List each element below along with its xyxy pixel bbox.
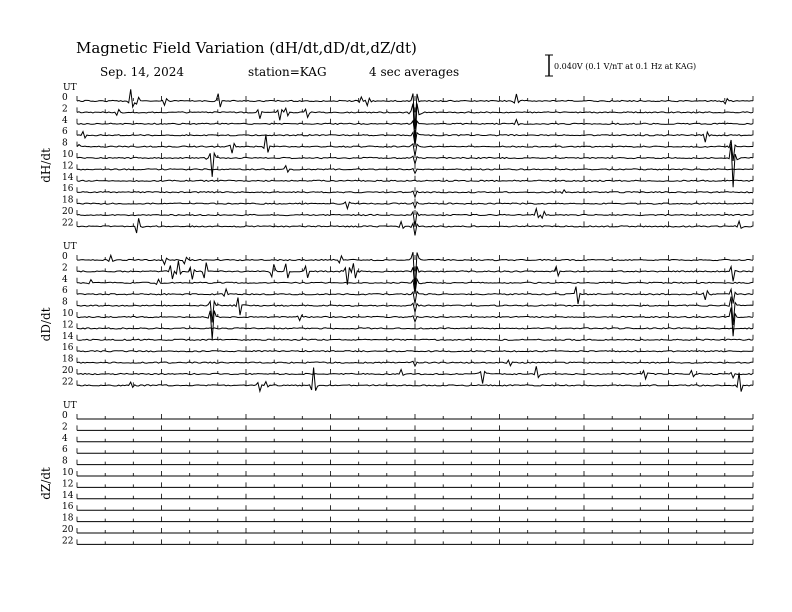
date-label: Sep. 14, 2024 <box>100 65 185 79</box>
hour-label: 18 <box>62 354 74 365</box>
hour-label: 0 <box>62 252 68 262</box>
hour-ticks <box>77 414 753 419</box>
hour-label: 18 <box>62 513 74 524</box>
hour-ticks <box>77 539 753 544</box>
hour-ticks <box>77 494 753 499</box>
hour-ticks <box>77 142 753 147</box>
hour-label: 20 <box>62 525 74 535</box>
panel-dzdt <box>39 401 753 546</box>
hour-label: 4 <box>62 433 68 444</box>
hour-ticks <box>77 482 753 487</box>
hour-label: 16 <box>62 184 74 195</box>
hour-ticks <box>77 460 753 465</box>
hour-label: 12 <box>62 479 74 490</box>
hour-ticks <box>77 517 753 522</box>
hour-ticks <box>77 255 753 260</box>
hour-label: 6 <box>62 127 68 138</box>
hour-ticks <box>77 119 753 124</box>
hour-label: 22 <box>62 218 74 229</box>
trace-row-14 <box>77 339 753 340</box>
hour-ticks <box>77 301 753 306</box>
scale-bar <box>545 55 696 76</box>
hour-label: 12 <box>62 320 74 331</box>
hour-ticks <box>77 528 753 533</box>
hour-ticks <box>77 425 753 430</box>
hour-label: 6 <box>62 286 68 297</box>
hour-label: 2 <box>62 104 68 115</box>
ut-label: UT <box>63 401 77 411</box>
hour-label: 8 <box>62 138 68 149</box>
panel-ylabel: dZ/dt <box>39 467 53 500</box>
panels-group <box>39 83 753 546</box>
hour-ticks <box>77 96 753 101</box>
hour-ticks <box>77 505 753 510</box>
hour-label: 10 <box>62 309 74 319</box>
hour-label: 0 <box>62 411 68 421</box>
hour-label: 12 <box>62 161 74 172</box>
scale-label: 0.040V (0.1 V/nT at 0.1 Hz at KAG) <box>554 62 697 71</box>
hour-label: 20 <box>62 207 74 217</box>
hour-label: 4 <box>62 274 68 285</box>
hour-ticks <box>77 437 753 442</box>
hour-label: 14 <box>62 331 74 342</box>
hour-label: 22 <box>62 377 74 388</box>
hour-label: 18 <box>62 195 74 206</box>
panel-dddt <box>39 242 753 392</box>
hour-ticks <box>77 221 753 226</box>
hour-label: 16 <box>62 502 74 513</box>
panel-ylabel: dD/dt <box>39 307 53 342</box>
station-label: station=KAG <box>248 65 327 79</box>
hour-ticks <box>77 323 753 328</box>
chart-title: Magnetic Field Variation (dH/dt,dD/dt,dZ/dt) <box>76 39 417 57</box>
hour-ticks <box>77 130 753 135</box>
hour-label: 14 <box>62 172 74 183</box>
ut-label: UT <box>63 242 77 252</box>
panel-dhdt <box>39 83 753 235</box>
panel-ylabel: dH/dt <box>39 148 53 183</box>
ut-label: UT <box>63 83 77 93</box>
hour-label: 14 <box>62 490 74 501</box>
hour-label: 2 <box>62 422 68 433</box>
hour-ticks <box>77 278 753 283</box>
hour-label: 20 <box>62 366 74 376</box>
hour-label: 4 <box>62 115 68 126</box>
trace-row-2 <box>77 261 753 289</box>
hour-ticks <box>77 471 753 476</box>
hour-label: 6 <box>62 445 68 456</box>
hour-ticks <box>77 153 753 158</box>
averaging-label: 4 sec averages <box>369 65 460 79</box>
hour-label: 22 <box>62 536 74 547</box>
hour-ticks <box>77 289 753 294</box>
hour-ticks <box>77 358 753 363</box>
hour-label: 0 <box>62 93 68 103</box>
hour-label: 2 <box>62 263 68 274</box>
hour-label: 16 <box>62 343 74 354</box>
hour-ticks <box>77 380 753 385</box>
hour-label: 10 <box>62 150 74 160</box>
hour-label: 8 <box>62 456 68 467</box>
hour-label: 8 <box>62 297 68 308</box>
hour-ticks <box>77 448 753 453</box>
hour-label: 10 <box>62 468 74 478</box>
hour-ticks <box>77 346 753 351</box>
